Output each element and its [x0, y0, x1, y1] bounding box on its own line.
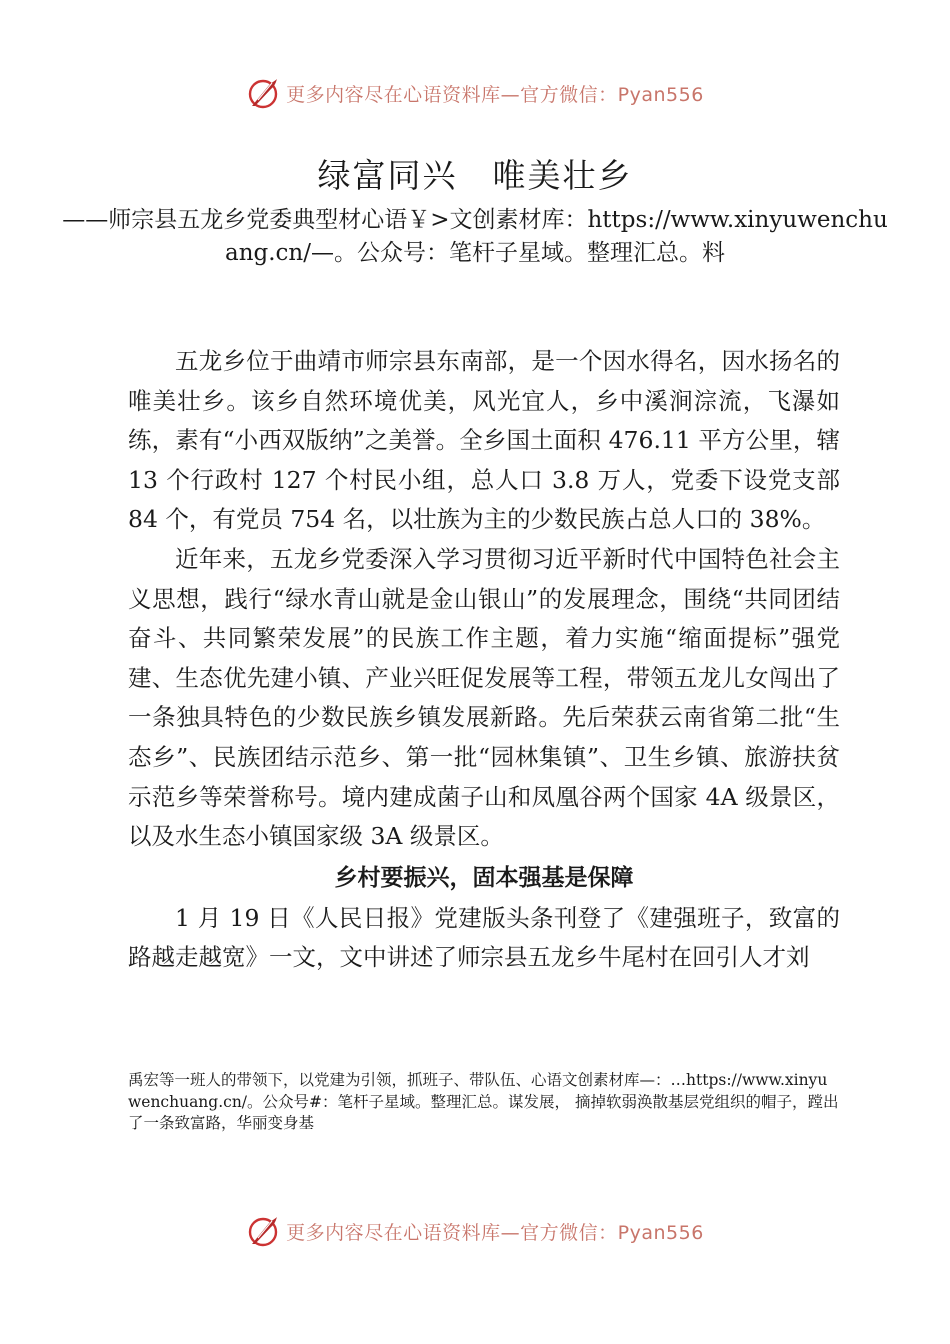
- header-banner: [0, 73, 950, 113]
- section-heading: 乡村要振兴，固本强基是保障: [334, 864, 634, 891]
- paragraph: 五龙乡位于曲靖市师宗县东南部，是一个因水得名，因水扬名的唯美壮乡。该乡自然环境优美，风光宜人，乡中溪涧淙流，飞瀑如练，素有“小西双版纳”之美誉。全乡国土面积 476.11 平方公里，辖 13 个行政村 127 个村民小组，总人口 3.8 万人，党委下设党支部 84 个，有党员 754 名，以壮族为主的少数民族占总人口的 38%。: [128, 347, 840, 534]
- document-subtitle: ——师宗县五龙乡党委典型材心语￥>文创素材库：https://www.xinyuwenchuang.cn/—。公众号：笔杆子星域。整理汇总。料: [62, 207, 888, 266]
- paragraph: 近年来，五龙乡党委深入学习贯彻习近平新时代中国特色社会主义思想，践行“绿水青山就是金山银山”的发展理念，围绕“共同团结奋斗、共同繁荣发展”的民族工作主题，着力实施“缩面提标”强党建、生态优先建小镇、产业兴旺促发展等工程，带领五龙儿女闯出了一条独具特色的少数民族乡镇发展新路。先后荣获云南省第二批“生态乡”、民族团结示范乡、第一批“园林集镇”、卫生乡镇、旅游扶贫示范乡等荣誉称号。境内建成菌子山和凤凰谷两个国家 4A 级景区，以及水生态小镇国家级 3A 级景区。: [128, 544, 840, 851]
- footer-banner-text: 更多内容尽在心语资料库—官方微信：Pyan556: [286, 1221, 704, 1244]
- small-print-paragraph: 禹宏等一班人的带领下，以党建为引领，抓班子、带队伍、心语文创素材库—：…https://www.xinyuwenchuang.cn/。公众号#：笔杆子星域。整理汇总。谋发展， 摘掉软弱涣散基层党组织的帽子，蹚出了一条致富路，华丽变身基: [128, 1071, 839, 1132]
- quill-pen-logo-icon: [246, 1214, 280, 1248]
- footer-banner: [0, 1211, 950, 1251]
- document-body: [128, 342, 840, 978]
- document-title: 绿富同兴 唯美壮乡: [317, 156, 633, 195]
- quill-pen-logo-icon: [246, 76, 280, 110]
- header-banner-text: 更多内容尽在心语资料库—官方微信：Pyan556: [286, 83, 704, 106]
- paragraph: 1 月 19 日《人民日报》党建版头条刊登了《建强班子，致富的路越走越宽》一文，文中讲述了师宗县五龙乡牛尾村在回引人才刘: [128, 903, 840, 972]
